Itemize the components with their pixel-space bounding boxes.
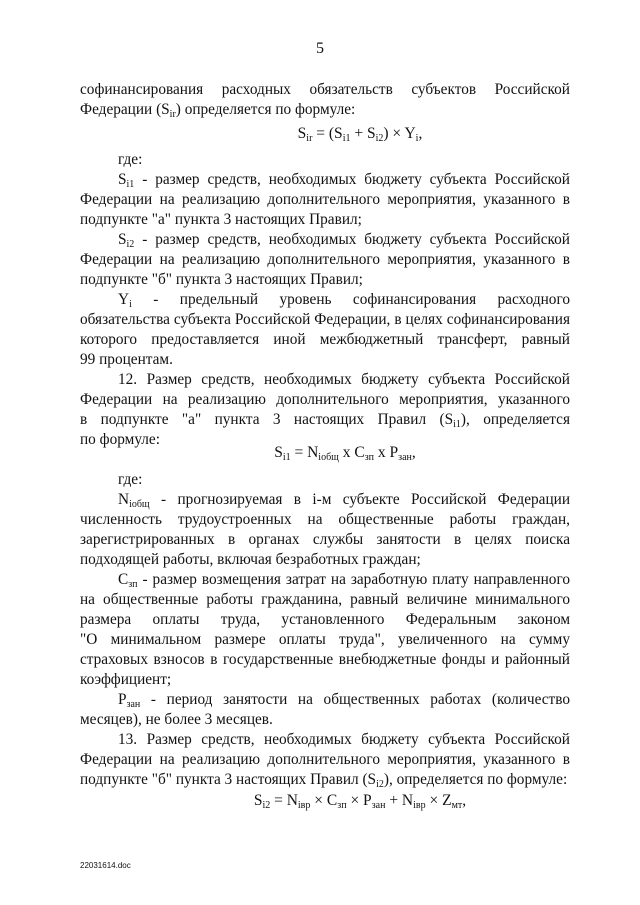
text-line: зарегистрированных в органах службы занятости в целях поиска [80, 531, 570, 548]
definition-p [80, 690, 570, 730]
where-label: где: [118, 471, 143, 488]
intro-paragraph [80, 80, 570, 120]
text-line: которого предоставляется иной межбюджетный трансферт, равный [80, 331, 570, 348]
text-line: $S_{i2}$ - размер средств, необходимых бюджету субъекта Российской [118, 231, 570, 250]
text-line: в подпункте "а" пункта 3 настоящих Правил $(S_{i1})$, определяется [80, 411, 571, 430]
text-line: подпункте "б" пункта 3 настоящих Правил $(S_{i2})$, определяется по формуле: [80, 771, 568, 790]
formula-si2: $S_{i2} = N_{iвр} \times C_{зп} \times P_{зан} + N_{iвр} \times Z_{мт}$, [253, 792, 467, 811]
text-line: по формуле: [80, 431, 160, 448]
text-line: месяцев), не более 3 месяцев. [80, 711, 273, 728]
formula-sir: $S_{ir} = (S_{i1} + S_{i2}) \times Y_i$, [297, 125, 423, 144]
text-line: $N_{iобщ}$ - прогнозируемая в i-м субъекте Российской Федерации [118, 491, 570, 510]
text-line: софинансирования расходных обязательств субъектов Российской [80, 81, 570, 98]
text-line: подпункте "б" пункта 3 настоящих Правил; [80, 271, 363, 288]
text-line: $P_{зан}$ - период занятости на общественных работах (количество [118, 691, 570, 710]
page-number: 5 [316, 40, 324, 57]
text-line: Федерации на реализацию дополнительного мероприятия, указанного [80, 391, 570, 408]
text-line: Федерации на реализацию дополнительного мероприятия, указанного в [80, 251, 570, 268]
definition-n [80, 490, 570, 570]
text-line: численность трудоустроенных на общественные работы граждан, [80, 511, 570, 528]
text-line: "О минимальном размере оплаты труда", увеличенного на сумму [80, 631, 570, 648]
text-line: 99 процентам. [80, 351, 173, 368]
paragraph-13 [80, 730, 570, 790]
text-line: подпункте "а" пункта 3 настоящих Правил; [80, 211, 362, 228]
text-line: на общественные работы гражданина, равный величине минимального [80, 591, 570, 608]
definition-si1 [80, 170, 570, 230]
file-name-footer: 22031614.doc [80, 861, 131, 870]
text-line: 12. Размер средств, необходимых бюджету субъекта Российской [118, 371, 570, 388]
text-line: страховых взносов в государственные внебюджетные фонды и районный [80, 651, 570, 668]
paragraph-12 [80, 370, 570, 450]
formula-si1: $S_{i1} = N_{iобщ}$ x $C_{зп}$ x $P_{зан}$, [274, 444, 416, 463]
text-line: размера оплаты труда, установленного Федеральным законом [80, 611, 570, 628]
definition-c [80, 570, 570, 690]
text-line: $Y_i$ - предельный уровень софинансирования расходного [118, 291, 570, 310]
text-line: Федерации на реализацию дополнительного мероприятия, указанного в [80, 751, 570, 768]
text-line: 13. Размер средств, необходимых бюджету субъекта Российской [118, 731, 570, 748]
where-label: где: [118, 151, 143, 168]
text-line: Федерации на реализацию дополнительного мероприятия, указанного в [80, 191, 570, 208]
text-line: обязательства субъекта Российской Федерации, в целях софинансирования [80, 311, 570, 328]
text-line: коэффициент; [80, 671, 172, 688]
text-line: $S_{i1}$ - размер средств, необходимых бюджету субъекта Российской [118, 171, 570, 190]
text-line: подходящей работы, включая безработных граждан; [80, 551, 421, 568]
definition-yi [80, 290, 570, 370]
definition-si2 [80, 230, 570, 290]
text-line: Федерации $(S_{ir})$ определяется по формуле: [80, 101, 356, 120]
text-line: $C_{зп}$ - размер возмещения затрат на заработную плату направленного [118, 571, 570, 590]
